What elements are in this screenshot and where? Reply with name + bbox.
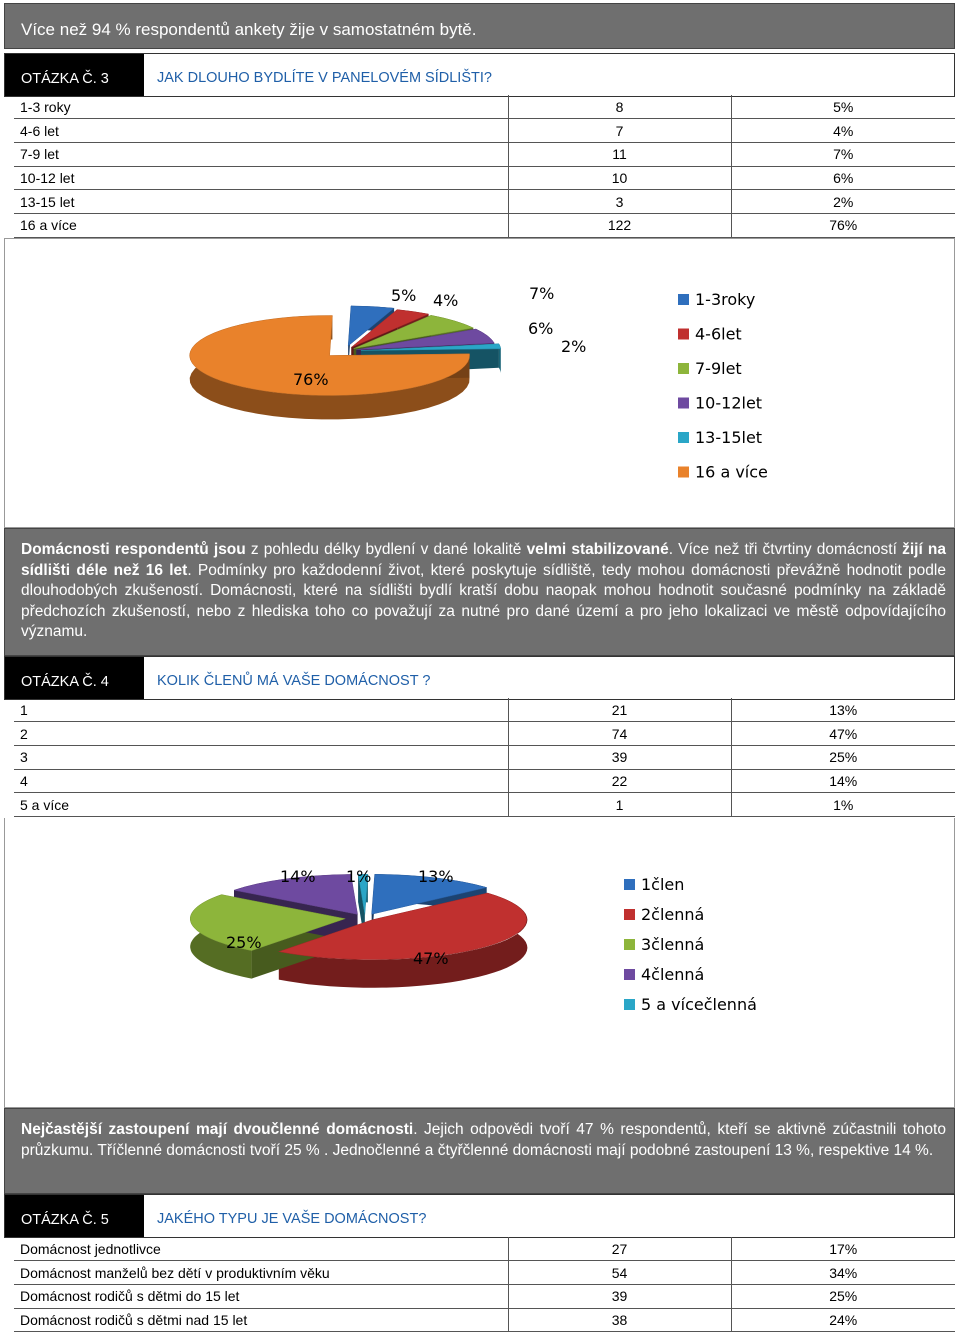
question-5-table	[14, 1237, 955, 1332]
cell-answer: 4-6 let	[14, 119, 508, 143]
cell-count: 122	[508, 213, 731, 237]
summary-text-1: z pohledu délky bydlení v dané lokalitě	[245, 541, 527, 558]
cell-percent: 1%	[731, 793, 955, 817]
legend-swatch	[678, 432, 689, 443]
question-4-pie-chart	[5, 818, 954, 1106]
question-3-chart	[4, 238, 955, 528]
cell-answer: 16 a více	[14, 213, 508, 237]
cell-count: 21	[508, 698, 731, 722]
legend-label: 13-15let	[695, 428, 763, 447]
question-3-header	[4, 53, 955, 97]
cell-count: 8	[508, 95, 731, 119]
legend-label: 7-9let	[695, 359, 742, 378]
data-label: 2%	[561, 337, 587, 356]
cell-percent: 47%	[731, 722, 955, 746]
cell-count: 38	[508, 1308, 731, 1332]
cell-percent: 4%	[731, 119, 955, 143]
legend-swatch	[624, 909, 635, 920]
table-row	[14, 119, 955, 143]
legend-swatch	[624, 969, 635, 980]
cell-answer: Domácnost rodičů s dětmi do 15 let	[14, 1284, 508, 1308]
cell-count: 11	[508, 142, 731, 166]
table-row	[14, 166, 955, 190]
cell-answer: 1-3 roky	[14, 95, 508, 119]
cell-percent: 14%	[731, 769, 955, 793]
data-label: 4%	[433, 291, 459, 310]
cell-answer: 2	[14, 722, 508, 746]
cell-answer: 3	[14, 745, 508, 769]
question-4-label: OTÁZKA Č. 4	[5, 657, 144, 699]
question-4-chart	[4, 818, 955, 1108]
cell-count: 10	[508, 166, 731, 190]
table-row	[14, 1284, 955, 1308]
cell-answer: 1	[14, 698, 508, 722]
cell-count: 7	[508, 119, 731, 143]
legend-swatch	[678, 294, 689, 305]
summary-bold-2: velmi stabilizované	[526, 541, 669, 558]
question-5-header	[4, 1194, 955, 1238]
question-3-pie-chart	[5, 239, 954, 527]
table-row	[14, 722, 955, 746]
cell-count: 22	[508, 769, 731, 793]
data-label: 7%	[529, 284, 555, 303]
legend-swatch	[624, 939, 635, 950]
data-label: 5%	[391, 286, 417, 305]
table-row	[14, 1308, 955, 1332]
legend-label: 4-6let	[695, 324, 742, 344]
question-4-header	[4, 656, 955, 700]
cell-count: 3	[508, 190, 731, 214]
cell-percent: 6%	[731, 166, 955, 190]
data-label: 6%	[528, 319, 554, 338]
summary-text-2: . Více než tři čtvrtiny domácností	[668, 541, 903, 558]
table-row	[14, 698, 955, 722]
cell-percent: 76%	[731, 213, 955, 237]
cell-percent: 7%	[731, 142, 955, 166]
legend-swatch	[624, 879, 635, 890]
banner-text: Více než 94 % respondentů ankety žije v samostatném bytě.	[21, 20, 477, 39]
cell-percent: 2%	[731, 190, 955, 214]
table-row	[14, 793, 955, 817]
cell-percent: 24%	[731, 1308, 955, 1332]
table-row	[14, 1261, 955, 1285]
summary-bold-4: Nejčastější zastoupení mají dvoučlenné domácnosti	[21, 1121, 414, 1138]
question-4-text: KOLIK ČLENŮ MÁ VAŠE DOMÁCNOST ?	[157, 673, 431, 689]
question-5-text: JAKÉHO TYPU JE VAŠE DOMÁCNOST?	[157, 1211, 427, 1227]
cell-answer: 10-12 let	[14, 166, 508, 190]
legend-swatch	[678, 329, 689, 340]
cell-answer: 13-15 let	[14, 190, 508, 214]
legend-label: 10-12let	[695, 393, 763, 413]
summary-bold-1: Domácnosti respondentů jsou	[21, 541, 246, 558]
legend-swatch	[678, 467, 689, 478]
cell-percent: 5%	[731, 95, 955, 119]
question-4-table	[14, 698, 955, 817]
cell-count: 27	[508, 1237, 731, 1261]
cell-answer: Domácnost jednotlivce	[14, 1237, 508, 1261]
data-label: 13%	[418, 867, 454, 886]
data-label: 14%	[280, 867, 316, 886]
cell-percent: 17%	[731, 1237, 955, 1261]
legend-swatch	[624, 999, 635, 1010]
legend-swatch	[678, 398, 689, 409]
data-label: 1%	[346, 867, 372, 886]
cell-answer: 7-9 let	[14, 142, 508, 166]
cell-percent: 25%	[731, 1284, 955, 1308]
table-row	[14, 95, 955, 119]
cell-count: 1	[508, 793, 731, 817]
question-3-label: OTÁZKA Č. 3	[5, 54, 144, 96]
legend-label: 5 a vícečlenná	[641, 995, 757, 1014]
top-banner	[4, 3, 955, 49]
legend-label: 4členná	[641, 965, 705, 984]
table-row	[14, 190, 955, 214]
legend-label: 16 a více	[695, 462, 768, 482]
table-row	[14, 213, 955, 237]
cell-answer: Domácnost rodičů s dětmi nad 15 let	[14, 1308, 508, 1332]
cell-percent: 25%	[731, 745, 955, 769]
cell-answer: Domácnost manželů bez dětí v produktivním věku	[14, 1261, 508, 1285]
cell-percent: 34%	[731, 1261, 955, 1285]
cell-answer: 4	[14, 769, 508, 793]
table-row	[14, 769, 955, 793]
cell-count: 39	[508, 745, 731, 769]
legend-label: 1člen	[641, 875, 685, 894]
table-row	[14, 1237, 955, 1261]
data-label: 25%	[226, 933, 262, 952]
cell-count: 74	[508, 722, 731, 746]
question-5-label: OTÁZKA Č. 5	[5, 1195, 144, 1237]
table-row	[14, 142, 955, 166]
question-3-text: JAK DLOUHO BYDLÍTE V PANELOVÉM SÍDLIŠTI?	[157, 70, 492, 86]
legend-label: 2členná	[641, 905, 705, 924]
legend-label: 3členná	[641, 935, 705, 954]
cell-percent: 13%	[731, 698, 955, 722]
data-label: 76%	[293, 370, 329, 389]
cell-count: 54	[508, 1261, 731, 1285]
summary-bold-3: žijí na sídlišti déle než 16 let	[21, 541, 946, 579]
data-label: 47%	[413, 949, 449, 968]
summary-text-3: . Podmínky pro každodenní život, které poskytuje sídliště, tedy mohou domácnosti převážně hodnotit podle dlouhodobých zkušeností. Domácnosti, které na sídlišti bydlí kratší dobu naopak mohou hodnotit současné podmínky na základě předchozích zkušeností, nebo z hlediska toho co považují za nutné pro dané území a pro jeho lokalizaci ve městě odpovídajícího významu.	[21, 561, 946, 640]
question-3-table	[14, 95, 955, 238]
legend-label: 1-3roky	[695, 290, 756, 309]
table-row	[14, 745, 955, 769]
question-3-summary	[4, 528, 955, 656]
cell-count: 39	[508, 1284, 731, 1308]
legend-swatch	[678, 363, 689, 374]
question-4-summary	[4, 1108, 955, 1194]
cell-answer: 5 a více	[14, 793, 508, 817]
summary-text-4: . Jejich odpovědi tvoří 47 % respondentů, kteří se aktivně zúčastnili tohoto průzkumu. Tříčlenné domácnosti tvoří 25 % . Jednočlenné a čtyřčlenné domácnosti mají podobné zastoupení 13 %, respektive 14 %.	[21, 1121, 946, 1159]
